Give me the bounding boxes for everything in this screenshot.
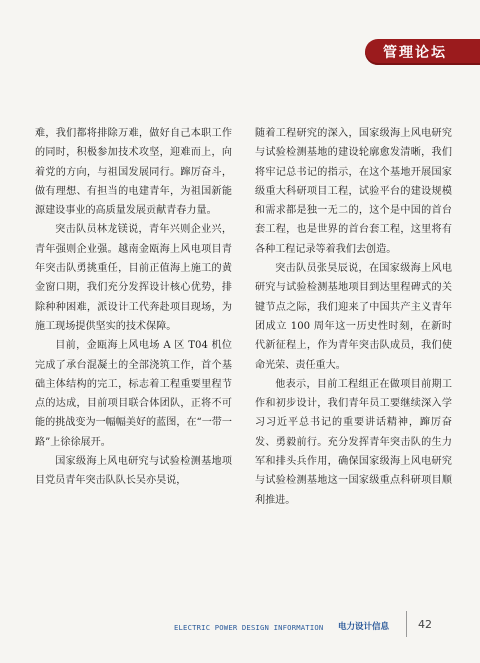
paragraph: 他表示，目前工程组正在做项目前期工作和初步设计，我们青年员工要继续深入学习习近平总书记的重要讲话精神，蹿厉奋发、勇毅前行。充分发挥青年突击队的生力军和排头兵作用，确保国家级海上风电研究与试验检测基地这一国家级重点科研项目顺利推进。 — [255, 378, 452, 506]
paragraph: 突击队员张昊辰说，在国家级海上风电研究与试验检测基地项目到达里程碑式的关键节点之际，我们迎来了中国共产主义青年团成立 100 周年这一历史性时刻，在新时代新征程上，作为青年突击队成员，我们使命光荣、责任重大。 — [255, 263, 452, 371]
section-tag — [365, 39, 480, 65]
journal-name-english: ELECTRIC POWER DESIGN INFORMATION — [174, 623, 324, 632]
left-column — [35, 124, 232, 491]
footer-divider — [406, 611, 407, 637]
paragraph: 国家级海上风电研究与试验检测基地项目党员青年突击队队长吴亦昊说， — [35, 456, 232, 487]
section-title: 管理论坛 — [383, 45, 447, 61]
paragraph: 目前，金瓯海上风电场 A 区 T04 机位完成了承台混凝土的全部浇筑工作，首个基础主体结构的完工，标志着工程重要里程节点的达成，目前项目联合体团队，正将不可能的挑战变为一幅幅美好的蓝图，在“一带一路”上徐徐展开。 — [35, 340, 232, 448]
journal-name-chinese: 电力设计信息 — [338, 622, 390, 632]
paragraph: 突击队员林龙镁说，青年兴则企业兴，青年强则企业强。越南金瓯海上风电项目青年突击队勇挑重任，目前正值海上施工的黄金窗口期，我们充分发挥设计核心优势，排除种种困难，派设计工代奔赴项目现场，为施工现场提供坚实的技术保障。 — [35, 224, 232, 332]
page-number: 42 — [418, 618, 432, 631]
right-column — [255, 124, 452, 510]
paragraph: 难，我们都将排除万难，做好自己本职工作的同时，积极参加技术攻坚，迎难而上，向着党的方向，与祖国发展同行。蹿厉奋斗，做有理想、有担当的电建青年，为祖国新能源建设事业的高质量发展贡献青春力量。 — [35, 128, 232, 217]
paragraph: 随着工程研究的深入，国家级海上风电研究与试验检测基地的建设轮廓愈发清晰，我们将牢记总书记的指示，在这个基地开展国家级重大科研项目工程，试验平台的建设规模和需求都是独一无二的，这个是中国的首台套工程，也是世界的首台套工程，这里将有各种工程记录等着我们去创造。 — [255, 128, 452, 255]
